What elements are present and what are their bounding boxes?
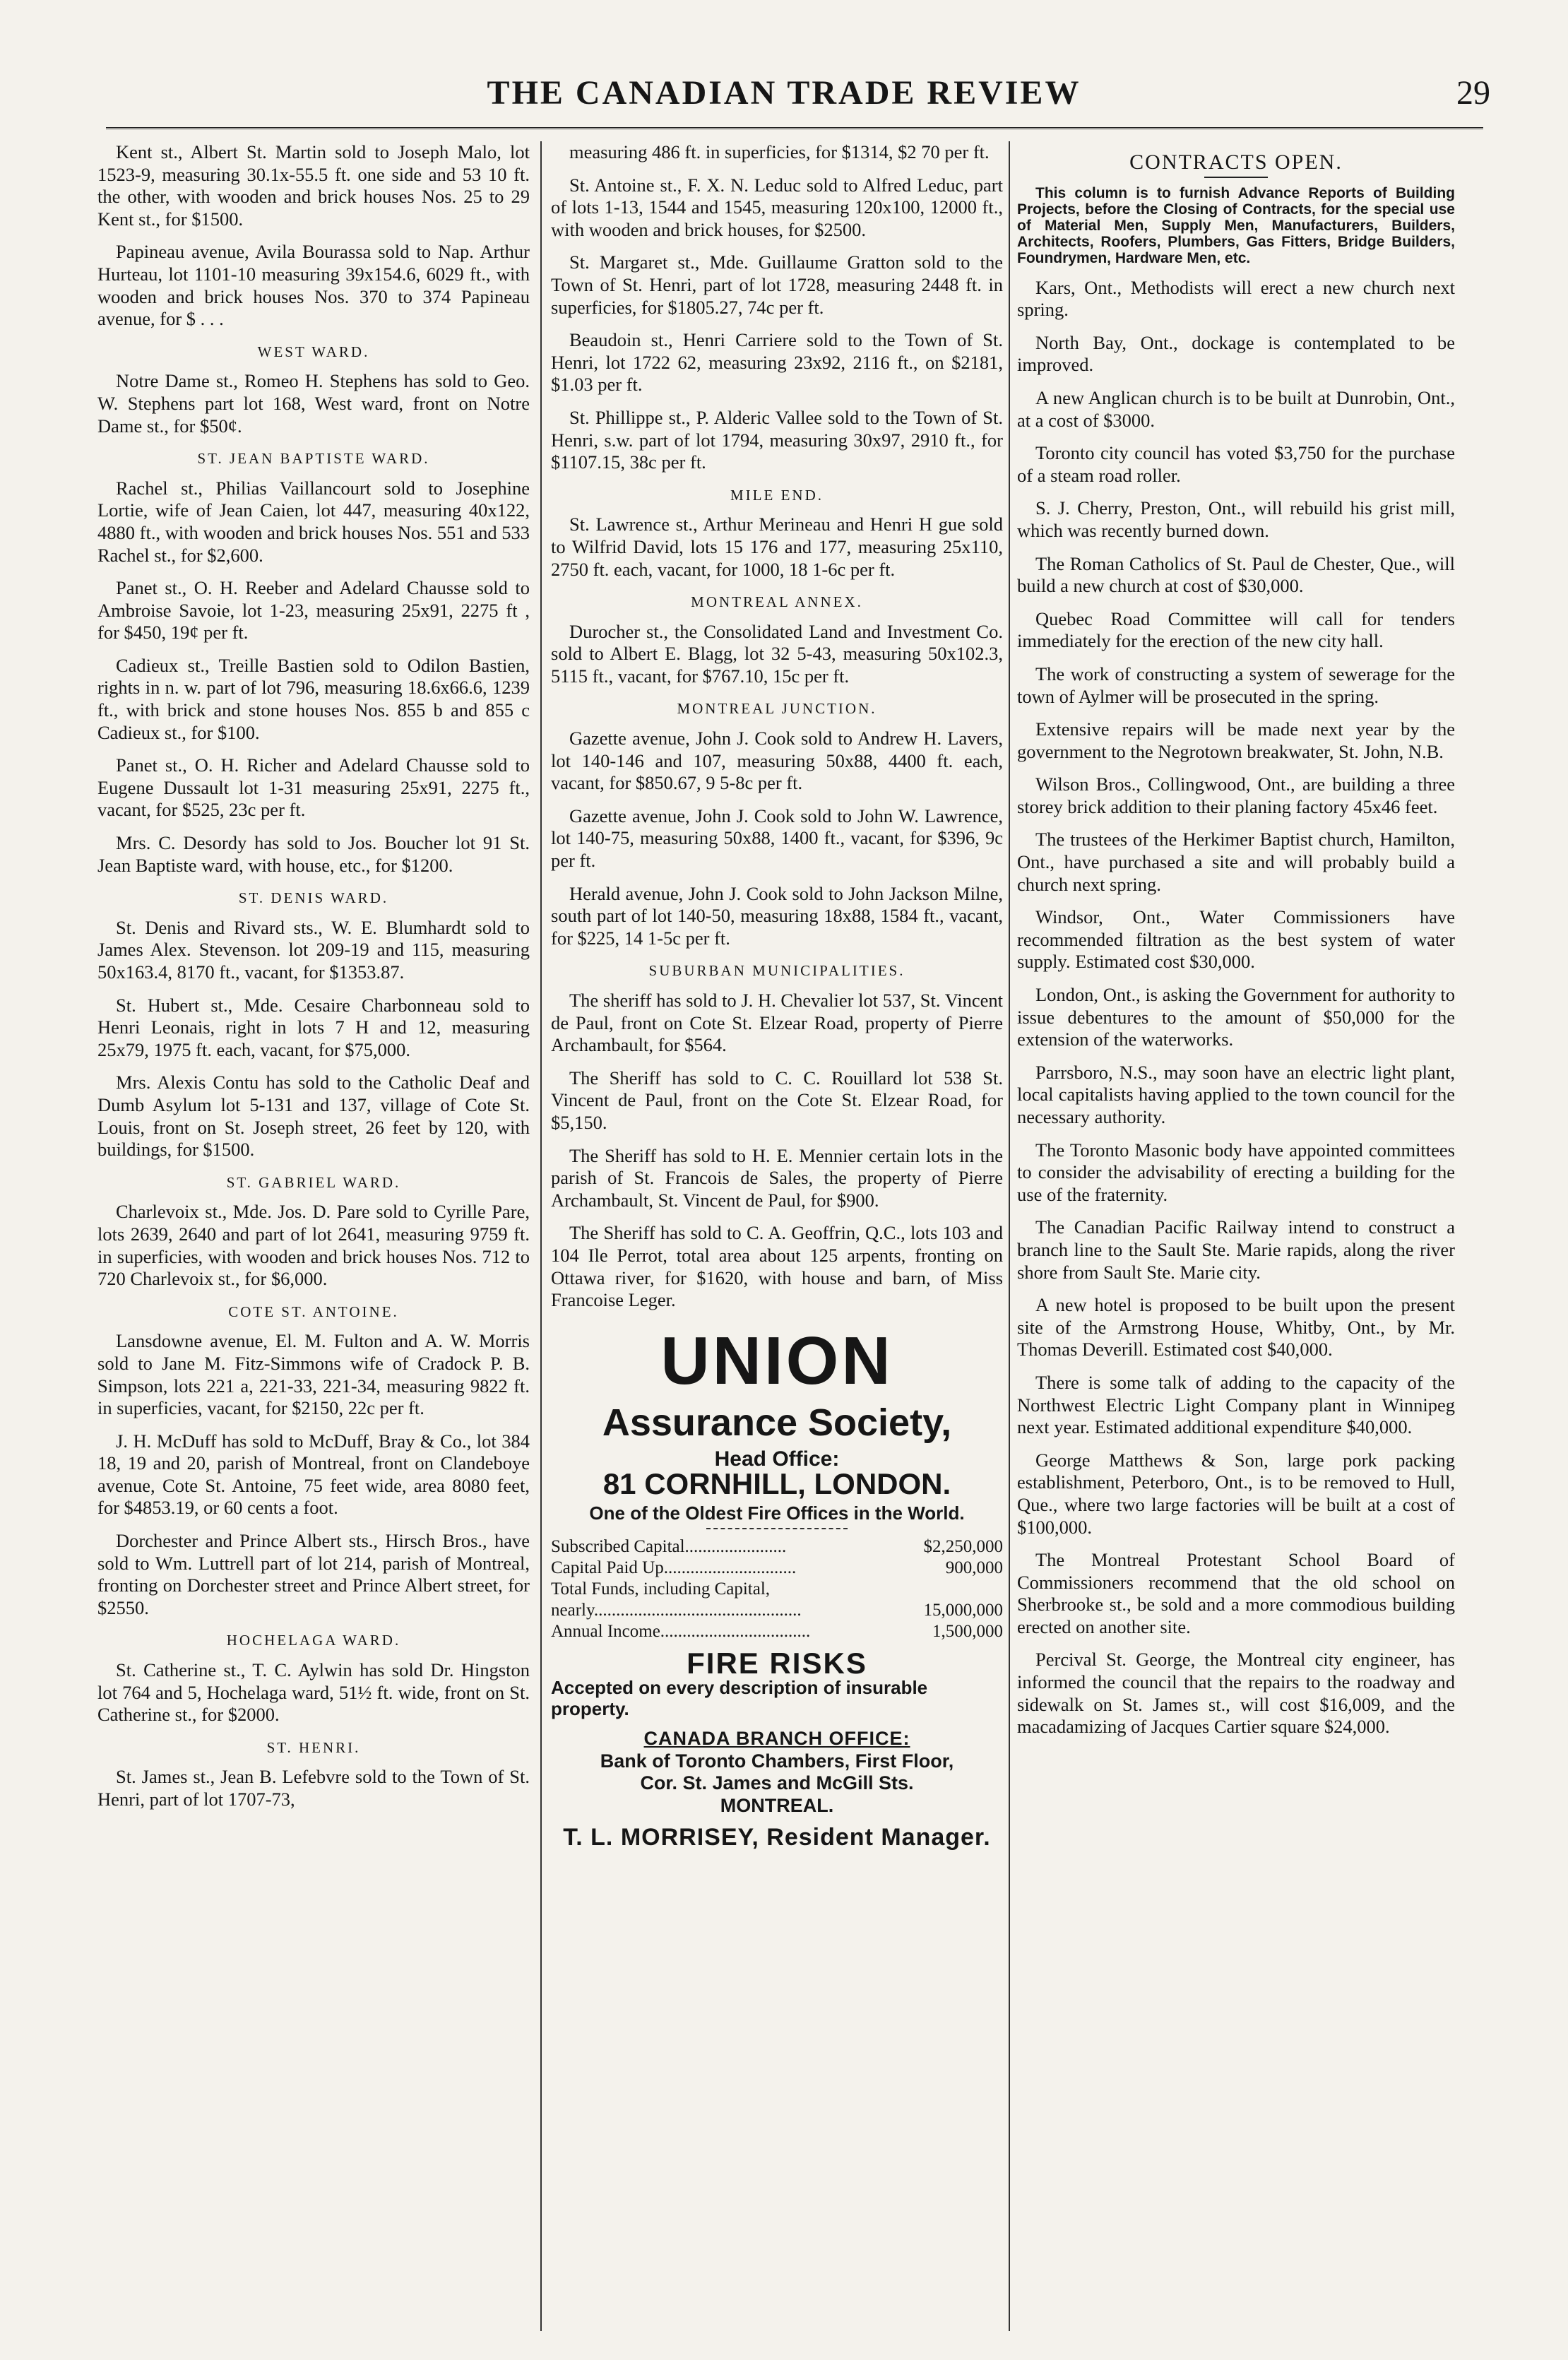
ad-oldest-line: One of the Oldest Fire Offices in the World.	[589, 1502, 965, 1524]
article-paragraph: Durocher st., the Consolidated Land and Investment Co. sold to Albert E. Blagg, lot 32 5-43, measuring 50x102.3, 5115 ft., vacant, for $767.10, 15c per ft.	[551, 620, 1003, 687]
article-paragraph: Mrs. Alexis Contu has sold to the Catholic Deaf and Dumb Asylum lot 5-131 and 137, village of Cote St. Louis, front on St. Joseph street, 26 feet by 120, with buildings, for $1500.	[97, 1072, 530, 1161]
union-assurance-advertisement	[551, 1322, 1003, 1849]
ad-branch-label: CANADA BRANCH OFFICE:	[643, 1728, 910, 1750]
contracts-open-heading: CONTRACTS OPEN.	[1129, 150, 1343, 174]
ad-financial-row	[551, 1536, 1003, 1558]
contract-item: Percival St. George, the Montreal city engineer, has informed the council that the repairs to the roadway and sidewalk on St. James st., will cost $16,009, and the macadamizing of Jacques Cartier square $24,000.	[1017, 1649, 1455, 1738]
publication-title: THE CANADIAN TRADE REVIEW	[487, 74, 1081, 112]
column-2-real-estate-transfers	[551, 141, 1003, 2331]
contract-item: A new Anglican church is to be built at Dunrobin, Ont., at a cost of $3000.	[1017, 386, 1455, 431]
ad-financial-label: Subscribed Capital.......................	[551, 1536, 787, 1556]
article-paragraph: The Sheriff has sold to H. E. Mennier certain lots in the parish of St. Francois de Sales, the property of Pierre Archambault, St. Vincent de Paul, for $900.	[551, 1144, 1003, 1211]
contracts-open-rule	[1204, 177, 1268, 178]
section-heading: ST. GABRIEL WARD.	[226, 1173, 401, 1191]
contract-item: Wilson Bros., Collingwood, Ont., are building a three storey brick addition to their planing factory 45x46 feet.	[1017, 773, 1455, 817]
ad-financial-row	[551, 1600, 1003, 1621]
ad-branch-office	[551, 1728, 1003, 1817]
page-header	[0, 0, 1568, 134]
section-heading: SUBURBAN MUNICIPALITIES.	[648, 962, 905, 980]
ad-financial-amount: $2,250,000	[923, 1536, 1003, 1556]
article-paragraph: Rachel st., Philias Vaillancourt sold to Josephine Lortie, wife of Jean Caien, lot 447, measuring 40x122, 4880 ft., with wooden and brick houses Nos. 551 and 533 Rachel st., for $2,600.	[97, 477, 530, 566]
section-heading: MONTREAL ANNEX.	[691, 593, 863, 611]
article-paragraph: Panet st., O. H. Richer and Adelard Chausse sold to Eugene Dussault lot 1-31 measuring 25x91, 2275 ft., vacant, for $525, 23c per ft.	[97, 754, 530, 821]
article-paragraph: St. Margaret st., Mde. Guillaume Gratton sold to the Town of St. Henri, part of lot 1728, measuring 2448 ft. in superficies, for $1805.27, 74c per ft.	[551, 251, 1003, 318]
ad-fire-risks-heading: FIRE RISKS	[687, 1646, 867, 1680]
article-paragraph: Lansdowne avenue, El. M. Fulton and A. W. Morris sold to Jane M. Fitz-Simmons wife of Cradock P. B. Simpson, lots 221 a, 221-33, 221-34, measuring 9822 ft. in superficies, vacant, for $2150, 22c per ft.	[97, 1330, 530, 1419]
ad-financial-label: Annual Income..................................	[551, 1621, 811, 1641]
ad-head-office-address: 81 CORNHILL, LONDON.	[602, 1467, 951, 1501]
contract-item: Windsor, Ont., Water Commissioners have recommended filtration as the best system of water supply. Estimated cost $30,000.	[1017, 906, 1455, 973]
ad-accepted-line: Accepted on every description of insurable property.	[551, 1677, 928, 1720]
section-heading: ST. JEAN BAPTISTE WARD.	[197, 450, 430, 468]
column-divider	[1009, 141, 1010, 2331]
section-heading: HOCHELAGA WARD.	[226, 1632, 401, 1649]
article-paragraph: Panet st., O. H. Reeber and Adelard Chausse sold to Ambroise Savoie, lot 1-23, measuring 25x91, 2275 ft , for $450, 19¢ per ft.	[97, 577, 530, 644]
article-paragraph: measuring 486 ft. in superficies, for $1314, $2 70 per ft.	[569, 141, 990, 162]
article-paragraph: Beaudoin st., Henri Carriere sold to the Town of St. Henri, lot 1722 62, measuring 23x92, 2116 ft., on $2181, $1.03 per ft.	[551, 329, 1003, 396]
article-paragraph: Herald avenue, John J. Cook sold to John Jackson Milne, south part of lot 140-50, measuring 18x88, 1584 ft., vacant, for $225, 14 1-5c per ft.	[551, 882, 1003, 949]
contract-item: The work of constructing a system of sewerage for the town of Aylmer will be prosecuted in the spring.	[1017, 663, 1455, 707]
article-paragraph: St. Denis and Rivard sts., W. E. Blumhardt sold to James Alex. Stevenson. lot 209-19 and 115, measuring 50x163.4, 8170 ft., vacant, for $1353.87.	[97, 916, 530, 983]
section-heading: WEST WARD.	[257, 343, 370, 360]
article-paragraph: St. Hubert st., Mde. Cesaire Charbonneau sold to Henri Leonais, right in lots 7 H and 12, measuring 25x79, 1975 ft. each, vacant, for $75,000.	[97, 994, 530, 1060]
contract-item: The Toronto Masonic body have appointed committees to consider the advisability of erecting a building for the use of the fraternity.	[1017, 1139, 1455, 1205]
article-paragraph: St. James st., Jean B. Lefebvre sold to the Town of St. Henri, part of lot 1707-73,	[97, 1766, 530, 1810]
section-heading: MONTREAL JUNCTION.	[677, 700, 877, 718]
article-paragraph: St. Antoine st., F. X. N. Leduc sold to Alfred Leduc, part of lots 1-13, 1544 and 1545, measuring 120x100, 12000 ft., with wooden and brick houses, for $2500.	[551, 174, 1003, 240]
article-paragraph: The sheriff has sold to J. H. Chevalier lot 537, St. Vincent de Paul, front on Cote St. Elzear Road, property of Pierre Archambault, for $564.	[551, 990, 1003, 1056]
contract-item: A new hotel is proposed to be built upon the present site of the Armstrong House, Whitby, Ont., by Mr. Thomas Deverill. Estimated cost $40,000.	[1017, 1294, 1455, 1360]
article-paragraph: Papineau avenue, Avila Bourassa sold to Nap. Arthur Hurteau, lot 1101-10 measuring 39x154.6, 6029 ft., with wooden and brick houses Nos. 370 to 374 Papineau avenue, for $ . . .	[97, 241, 530, 330]
ad-financials-table	[551, 1536, 1003, 1642]
article-paragraph: St. Lawrence st., Arthur Merineau and Henri H gue sold to Wilfrid David, lots 15 176 and 177, measuring 25x110, 2750 ft. each, vacant, for 1000, 18 1-6c per ft.	[551, 514, 1003, 580]
ad-head-office-label: Head Office:	[714, 1447, 840, 1471]
ad-branch-line-1: Bank of Toronto Chambers, First Floor,	[600, 1750, 954, 1772]
contract-item: Toronto city council has voted $3,750 for the purchase of a steam road roller.	[1017, 442, 1455, 486]
contracts-open-note: This column is to furnish Advance Reports of Building Projects, before the Closing of Contracts, for the special use of Material Men, Supply Men, Manufacturers, Builders, Architects, Roofers, Plumbers, Gas Fitters, Bridge Builders, Foundrymen, Hardware Men, etc.	[1017, 184, 1455, 266]
article-paragraph: Gazette avenue, John J. Cook sold to John W. Lawrence, lot 140-75, measuring 50x88, 1400 ft., vacant, for $396, 9c per ft.	[551, 805, 1003, 872]
section-heading: ST. HENRI.	[266, 1738, 361, 1756]
ad-financial-amount: 15,000,000	[923, 1600, 1003, 1620]
ad-financial-amount: 900,000	[945, 1558, 1003, 1577]
ad-financial-amount: 1,500,000	[932, 1621, 1003, 1641]
article-paragraph: The Sheriff has sold to C. C. Rouillard lot 538 St. Vincent de Paul, front on the Cote St. Elzear Road, for $5,150.	[551, 1067, 1003, 1133]
contract-item: George Matthews & Son, large pork packing establishment, Peterboro, Ont., is to be removed to Hull, Que., where two large factories will be built at a cost of $100,000.	[1017, 1449, 1455, 1538]
article-paragraph: Charlevoix st., Mde. Jos. D. Pare sold to Cyrille Pare, lots 2639, 2640 and part of lot 2641, measuring 9759 ft. in superficies, with wooden and brick houses Nos. 712 to 720 Charlevoix st., for $6,000.	[97, 1201, 530, 1290]
contract-item: There is some talk of adding to the capacity of the Northwest Electric Light Company plant in Winnipeg next year. Estimated additional expenditure $40,000.	[1017, 1371, 1455, 1438]
contract-item: Parrsboro, N.S., may soon have an electric light plant, local capitalists having applied to the town council for the necessary authority.	[1017, 1061, 1455, 1127]
ad-branch-line-2: Cor. St. James and McGill Sts.	[640, 1772, 914, 1794]
contract-item: The Montreal Protestant School Board of Commissioners recommend that the old school on Sherbrooke st., be sold and a more commodious building erected on another site.	[1017, 1549, 1455, 1637]
contract-item: London, Ont., is asking the Government for authority to issue debentures to the amount of $50,000 for the extension of the waterworks.	[1017, 984, 1455, 1050]
ad-society-heading: Assurance Society,	[602, 1401, 952, 1444]
header-rule	[106, 127, 1483, 132]
article-paragraph: Cadieux st., Treille Bastien sold to Odilon Bastien, rights in n. w. part of lot 796, measuring 18.6x66.6, 1239 ft., with brick and stone houses Nos. 855 b and 855 c Cadieux st., for $100.	[97, 654, 530, 743]
contract-item: S. J. Cherry, Preston, Ont., will rebuild his grist mill, which was recently burned down.	[1017, 497, 1455, 541]
contract-item: The Canadian Pacific Railway intend to construct a branch line to the Sault Ste. Marie rapids, along the river shore from Sault Ste. Marie city.	[1017, 1216, 1455, 1283]
ad-financial-label: Capital Paid Up..............................	[551, 1558, 797, 1577]
ad-financial-amount	[897, 1579, 1003, 1600]
column-1-real-estate-transfers	[97, 141, 530, 2331]
column-divider	[540, 141, 542, 2331]
contract-item: North Bay, Ont., dockage is contemplated to be improved.	[1017, 331, 1455, 376]
contract-item: Quebec Road Committee will call for tenders immediately for the erection of the new city hall.	[1017, 607, 1455, 652]
article-paragraph: Notre Dame st., Romeo H. Stephens has sold to Geo. W. Stephens part lot 168, West ward, front on Notre Dame st., for $50¢.	[97, 370, 530, 437]
contract-item: The trustees of the Herkimer Baptist church, Hamilton, Ont., have purchased a site and will probably build a church next spring.	[1017, 829, 1455, 895]
section-heading: ST. DENIS WARD.	[238, 889, 389, 907]
column-2-articles	[551, 141, 1003, 1312]
article-paragraph: The Sheriff has sold to C. A. Geoffrin, Q.C., lots 103 and 104 Ile Perrot, total area about 125 arpents, fronting on Ottawa river, for $1620, with house and barn, of Miss Francoise Leger.	[551, 1222, 1003, 1311]
article-paragraph: St. Catherine st., T. C. Aylwin has sold Dr. Hingston lot 764 and 5, Hochelaga ward, 51½ ft. wide, front on St. Catherine st., for $2000.	[97, 1659, 530, 1726]
section-heading: COTE ST. ANTOINE.	[228, 1303, 399, 1320]
ad-financial-row	[551, 1621, 1003, 1642]
ad-union-heading: UNION	[660, 1322, 893, 1399]
contract-item: The Roman Catholics of St. Paul de Chester, Que., will build a new church at cost of $30,000.	[1017, 552, 1455, 597]
ad-divider	[706, 1528, 848, 1529]
contract-item: Extensive repairs will be made next year by the government to the Negrotown breakwater, St. John, N.B.	[1017, 718, 1455, 762]
ad-branch-line-3: MONTREAL.	[720, 1794, 834, 1816]
article-paragraph: J. H. McDuff has sold to McDuff, Bray & Co., lot 384 18, 19 and 20, parish of Montreal, front on Clandeboye avenue, Cote St. Antoine, 75 feet wide, area 8080 feet, for $4853.19, or 60 cents a foot.	[97, 1430, 530, 1519]
ad-financial-label: nearly...............................................	[551, 1600, 802, 1620]
section-heading: MILE END.	[730, 486, 824, 504]
article-paragraph: St. Phillippe st., P. Alderic Vallee sold to the Town of St. Henri, s.w. part of lot 1794, measuring 30x97, 2910 ft., for $1107.15, 38c per ft.	[551, 406, 1003, 473]
article-paragraph: Dorchester and Prince Albert sts., Hirsch Bros., have sold to Wm. Luttrell part of lot 214, parish of Montreal, fronting on Dorchester street and Prince Albert street, for $2550.	[97, 1530, 530, 1618]
contracts-open-items	[1017, 277, 1455, 1738]
article-paragraph: Gazette avenue, John J. Cook sold to Andrew H. Lavers, lot 140-146 and 107, measuring 50x88, 4400 ft. each, vacant, for $850.67, 9 5-8c per ft.	[551, 728, 1003, 794]
article-paragraph: Mrs. C. Desordy has sold to Jos. Boucher lot 91 St. Jean Baptiste ward, with house, etc., for $1200.	[97, 832, 530, 876]
ad-financial-label: Total Funds, including Capital,	[551, 1579, 771, 1599]
page-number: 29	[1456, 74, 1490, 112]
ad-financial-row	[551, 1579, 1003, 1600]
article-paragraph: Kent st., Albert St. Martin sold to Joseph Malo, lot 1523-9, measuring 30.1x-55.5 ft. one side and 53 10 ft. the other, with wooden and brick houses Nos. 25 to 29 Kent st., for $1500.	[97, 141, 530, 230]
ad-resident-manager: T. L. MORRISEY, Resident Manager.	[563, 1824, 991, 1851]
ad-financial-row	[551, 1558, 1003, 1579]
column-3-contracts-open	[1017, 141, 1455, 2331]
contract-item: Kars, Ont., Methodists will erect a new church next spring.	[1017, 276, 1455, 321]
